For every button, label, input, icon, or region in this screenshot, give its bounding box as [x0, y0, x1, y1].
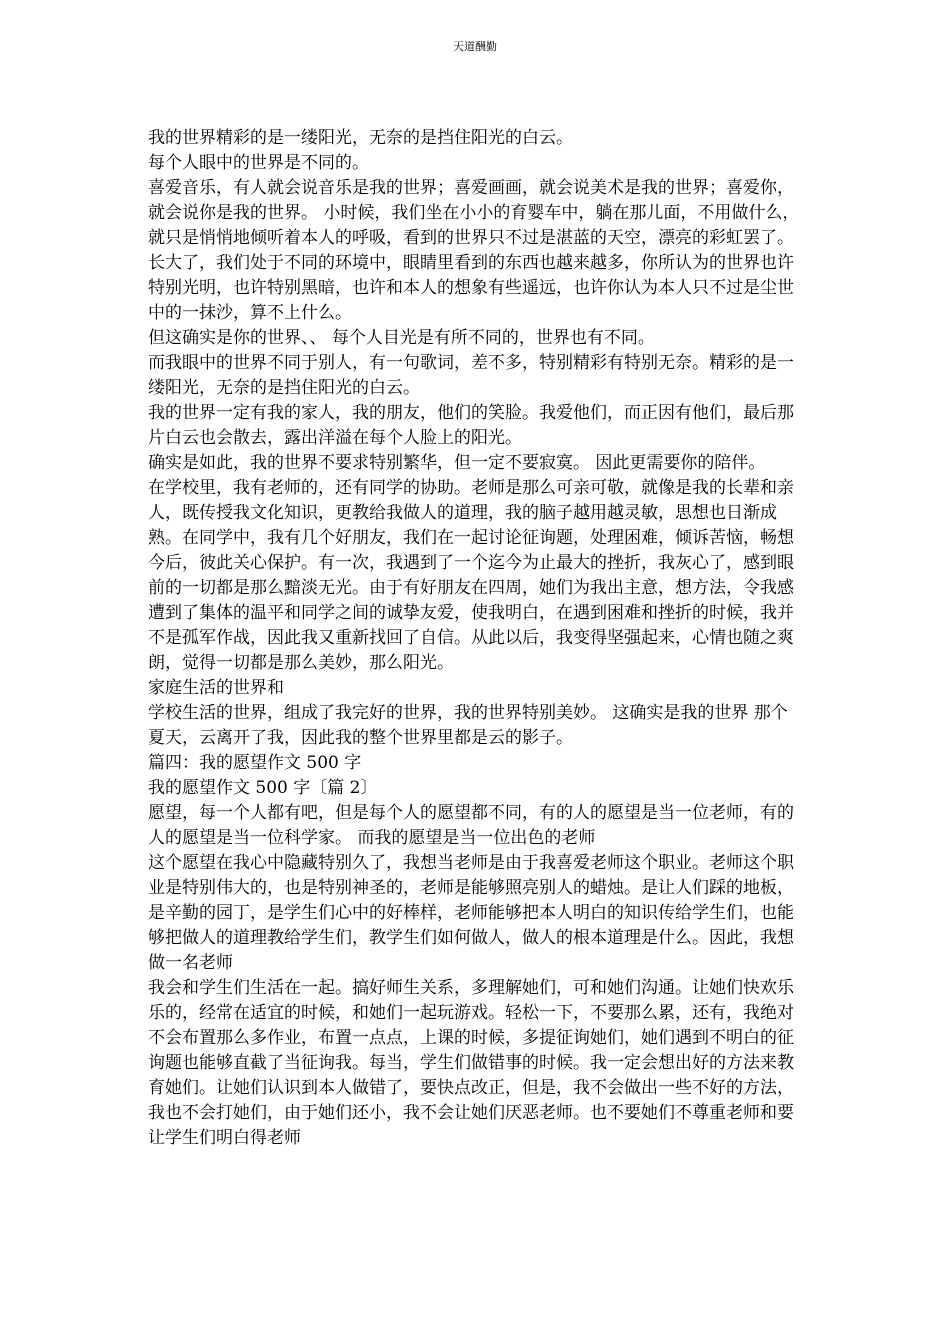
page-header: 天道酬勤	[453, 40, 497, 53]
paragraph: 长大了，我们处于不同的环境中，眼睛里看到的东西也越来越多，你所认为的世界也许特别光明，也许特别黑暗，也许和本人的想象有些遥远，也许你认为本人只不过是尘世中的一抹沙，算不上什么。	[148, 253, 794, 323]
paragraph: 喜爱音乐，有人就会说音乐是我的世界；喜爱画画，就会说美术是我的世界；喜爱你，就会说你是我的世界。 小时候，我们坐在小小的育婴车中，躺在那儿面，不用做什么，就只是悄悄地倾听着本人的呼吸，看到的世界只不过是湛蓝的天空，漂亮的彩虹罢了。	[148, 178, 800, 248]
section-subheading: 我的愿望作文 500 字〔篇 2〕	[148, 778, 378, 798]
paragraph: 我的世界一定有我的家人，我的朋友，他们的笑脸。我爱他们，而正因有他们，最后那片白云也会散去，露出洋溢在每个人脸上的阳光。	[148, 403, 794, 448]
paragraph: 在学校里，我有老师的，还有同学的协助。老师是那么可亲可敬，就像是我的长辈和亲人，既传授我文化知识，更教给我做人的道理，我的脑子越用越灵敏，思想也日渐成熟。在同学中，我有几个好朋友，我们在一起讨论征询题，处理困难，倾诉苦恼，畅想今后，彼此关心保护。有一次，我遇到了一个迄今为止最大的挫折，我灰心了，感到眼前的一切都是那么黯淡无光。由于有好朋友在四周，她们为我出主意，想方法，令我感遭到了集体的温平和同学之间的诚挚友爱，使我明白，在遇到困难和挫折的时候，我并不是孤军作战，因此我又重新找回了自信。从此以后，我变得坚强起来，心情也随之爽朗，觉得一切都是那么美妙，那么阳光。	[148, 478, 794, 673]
paragraph: 确实是如此，我的世界不要求特别繁华，但一定不要寂寞。 因此更需要你的陪伴。	[148, 453, 766, 473]
paragraph: 愿望，每一个人都有吧，但是每个人的愿望都不同，有的人的愿望是当一位老师，有的人的愿望是当一位科学家。 而我的愿望是当一位出色的老师	[148, 803, 794, 848]
document-body	[148, 126, 804, 1151]
paragraph: 这个愿望在我心中隐藏特别久了，我想当老师是由于我喜爱老师这个职业。老师这个职业是特别伟大的，也是特别神圣的，老师是能够照亮别人的蜡烛。是让人们踩的地板，是辛勤的园丁，是学生们心中的好棒样，老师能够把本人明白的知识传给学生们，也能够把做人的道理教给学生们，教学生们如何做人，做人的根本道理是什么。因此，我想做一名老师	[148, 853, 794, 973]
section-heading: 篇四：我的愿望作文 500 字	[148, 753, 362, 773]
paragraph: 但这确实是你的世界、、 每个人目光是有所不同的，世界也有不同。	[148, 328, 655, 348]
paragraph: 学校生活的世界，组成了我完好的世界，我的世界特别美妙。 这确实是我的世界 那个夏天，云离开了我，因此我的整个世界里都是云的影子。	[148, 703, 788, 748]
paragraph: 而我眼中的世界不同于别人，有一句歌词，差不多，特别精彩有特别无奈。精彩的是一缕阳光，无奈的是挡住阳光的白云。	[148, 353, 794, 398]
paragraph: 我的世界精彩的是一缕阳光，无奈的是挡住阳光的白云。	[148, 128, 573, 148]
paragraph: 家庭生活的世界和	[148, 678, 284, 698]
paragraph: 我会和学生们生活在一起。搞好师生关系，多理解她们，可和她们沟通。让她们快欢乐乐的，经常在适宜的时候，和她们一起玩游戏。轻松一下，不要那么累，还有，我绝对不会布置那么多作业，布置一点点，上课的时候，多提征询她们，她们遇到不明白的征询题也能够直截了当征询我。每当，学生们做错事的时候。我一定会想出好的方法来教育她们。让她们认识到本人做错了，要快点改正，但是，我不会做出一些不好的方法，我也不会打她们，由于她们还小，我不会让她们厌恶老师。也不要她们不尊重老师和要让学生们明白得老师	[148, 978, 794, 1148]
paragraph: 每个人眼中的世界是不同的。	[148, 153, 369, 173]
